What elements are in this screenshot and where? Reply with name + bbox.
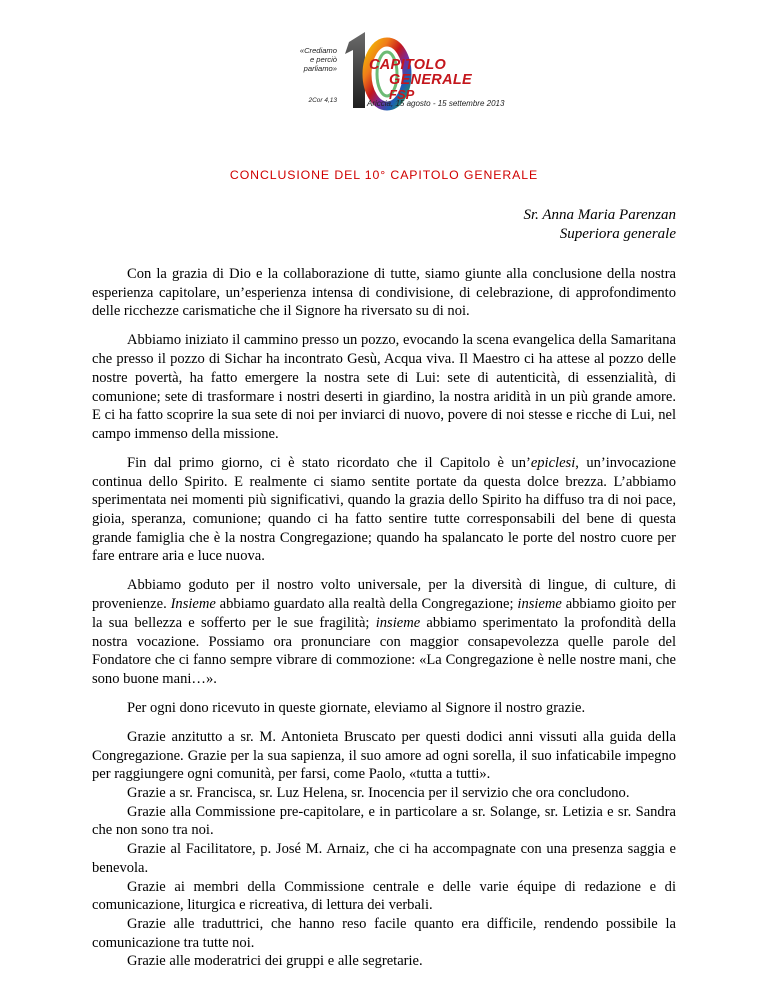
- thanks-paragraph: Grazie alla Commissione pre-capitolare, e in particolare a sr. Solange, sr. Letizia e sr. Sandra che non sono tra noi.: [92, 803, 676, 839]
- text-run: abbiamo sperimentato la profondità della nostra vocazione. Possiamo ora pronunciare con maggior consapevolezza quelle parole del Fondatore che ci fanno sempre vibrare di commozione: «La Congregazione è nelle nostre mani, che sono buone mani…».: [92, 614, 676, 687]
- chapter-logo: [275, 28, 515, 112]
- logo-title-line: GENERALE: [389, 72, 472, 88]
- text-run: Fin dal primo giorno, ci è stato ricordato che il Capitolo è un’: [127, 454, 531, 471]
- emphasized-text: epiclesi: [530, 454, 576, 471]
- thanks-paragraph: Grazie al Facilitatore, p. José M. Arnaiz, che ci ha accompagnate con una presenza saggia e benevola.: [92, 841, 676, 876]
- paragraph: Per ogni dono ricevuto in queste giornate, eleviamo al Signore il nostro grazie.: [127, 699, 586, 716]
- logo-motto-line: «Crediamo: [299, 46, 337, 55]
- thanks-paragraph: Grazie a sr. Francisca, sr. Luz Helena, sr. Inocencia per il servizio che ora concludono.: [127, 785, 630, 802]
- paragraph: [92, 454, 676, 566]
- thanks-paragraph: Grazie alle moderatrici dei gruppi e alle segretarie.: [127, 953, 423, 970]
- logo-place-dates: Ariccia, 15 agosto - 15 settembre 2013: [367, 99, 505, 108]
- document-title: CONCLUSIONE DEL 10° CAPITOLO GENERALE: [229, 168, 539, 182]
- document-body: [92, 265, 676, 971]
- text-run: abbiamo gioito per la sua bellezza e sofferto per le sue fragilità;: [92, 596, 676, 631]
- author-role: Superiora generale: [559, 226, 676, 242]
- logo-bible-reference: 2Cor 4,13: [308, 97, 337, 104]
- paragraph: Con la grazia di Dio e la collaborazione di tutte, siamo giunte alla conclusione della nostra esperienza capitolare, un’esperienza intensa di condivisione, di celebrazione, di approfondimento delle ricchezze carismatiche che il Signore ha riversato su di noi.: [92, 266, 676, 320]
- thanks-paragraph: Grazie ai membri della Commissione centrale e delle varie équipe di redazione e di comunicazione, liturgica e ricreativa, di lettura dei verbali.: [92, 878, 676, 914]
- thanks-paragraph: Grazie alle traduttrici, che hanno reso facile quanto era difficile, rendendo possibile la comunicazione tra tutte noi.: [92, 915, 676, 951]
- emphasized-text: insieme: [517, 596, 562, 613]
- emphasized-text: Insieme: [170, 596, 216, 613]
- text-run: abbiamo guardato alla realtà della Congregazione;: [215, 596, 518, 613]
- thanks-list: [92, 728, 676, 971]
- logo-motto: [275, 46, 337, 73]
- author-block: [523, 206, 676, 244]
- text-run: Abbiamo goduto per il nostro volto universale, per la diversità di lingue, di culture, di provenienze.: [92, 577, 676, 613]
- paragraph: Abbiamo iniziato il cammino presso un pozzo, evocando la scena evangelica della Samaritana che presso il pozzo di Sichar ha incontrato Gesù, Acqua viva. Il Maestro ci ha attese al pozzo delle nostre povertà, ha fatto emergere la nostra sete di Lui: sete di autenticità, di essenzialità, di comunione; sete di trasformare i nostri deserti in giardino, la nostra aridità in un più grande amore. E ci ha fatto scoprire la sua sete di noi per inviarci di nuovo, povere di noi stesse e ricche di Lui, nel campo immenso della missione.: [92, 332, 676, 442]
- logo-motto-line: parliamo»: [303, 64, 337, 73]
- logo-title-line: FSP: [389, 87, 415, 102]
- paragraph: [92, 576, 676, 688]
- text-run: , un’invocazione continua dello Spirito. E realmente ci siamo sentite portate da questa dolce brezza. L’abbiamo sperimentata nei momenti più significativi, quando la grazia dello Spirito ha diffuso tra di noi pace, gioia, speranza, comunione; quando ci ha fatto sentire tutte corresponsabili del bene di questa grande famiglia che è la nostra Congregazione; quando ha spalancato le porte del nostro cuore per fare entrare aria e luce nuova.: [92, 454, 676, 565]
- digit-one-shape: [345, 32, 365, 108]
- thanks-paragraph: Grazie anzitutto a sr. M. Antonieta Bruscato per questi dodici anni vissuti alla guida della Congregazione. Grazie per la sua sapienza, il suo amore ad ogni sorella, il suo infaticabile impegno per raggiungere ogni comunità, per farsi, come Paolo, «tutta a tutti».: [92, 728, 676, 783]
- author-name: Sr. Anna Maria Parenzan: [523, 207, 676, 223]
- logo-motto-line: e perciò: [309, 55, 337, 64]
- logo-title-line: CAPITOLO: [369, 57, 447, 73]
- emphasized-text: insieme: [375, 614, 421, 631]
